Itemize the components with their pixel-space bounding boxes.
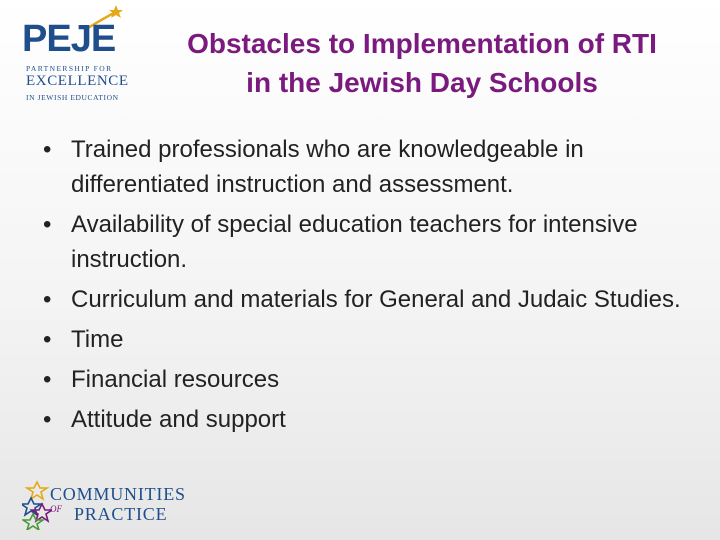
logo-tagline-1: PARTNERSHIP FOR: [26, 64, 113, 73]
cop-word-communities: COMMUNITIES: [50, 484, 186, 504]
bullet-list: [40, 132, 690, 442]
star-cluster-icon: [22, 478, 52, 530]
logo-tagline-2: EXCELLENCE: [26, 73, 129, 89]
peje-logo: [22, 6, 134, 102]
bullet-icon: •: [43, 286, 52, 313]
bullet-icon: •: [43, 211, 52, 238]
bullet-item: [40, 207, 690, 277]
slide-title-line-1: Obstacles to Implementation of RTI: [187, 28, 657, 59]
bullet-item: [40, 362, 690, 397]
bullet-icon: •: [43, 136, 52, 163]
bullet-icon: •: [43, 406, 52, 433]
bullet-icon: •: [43, 326, 52, 353]
bullet-item: [40, 132, 690, 202]
bullet-text: Financial resources: [71, 366, 280, 393]
bullet-item: [40, 402, 690, 437]
logo-tagline-3: IN JEWISH EDUCATION: [26, 93, 119, 102]
cop-word-of: OF: [50, 504, 62, 514]
communities-of-practice-logo: [22, 478, 186, 530]
bullet-item: [40, 282, 690, 317]
logo-mark: PEJE: [22, 18, 116, 60]
bullet-item: [40, 322, 690, 357]
bullet-text: Availability of special education teachers for intensive instruction.: [71, 211, 638, 273]
slide-title: [136, 24, 708, 102]
cop-word-practice: PRACTICE: [74, 504, 168, 524]
bullet-icon: •: [43, 366, 52, 393]
bullet-text: Curriculum and materials for General and Judaic Studies.: [71, 286, 681, 313]
slide-title-line-2: in the Jewish Day Schools: [246, 67, 598, 98]
bullet-text: Time: [71, 326, 124, 353]
bullet-text: Trained professionals who are knowledgeable in differentiated instruction and assessment.: [71, 136, 584, 198]
bullet-text: Attitude and support: [71, 406, 286, 433]
